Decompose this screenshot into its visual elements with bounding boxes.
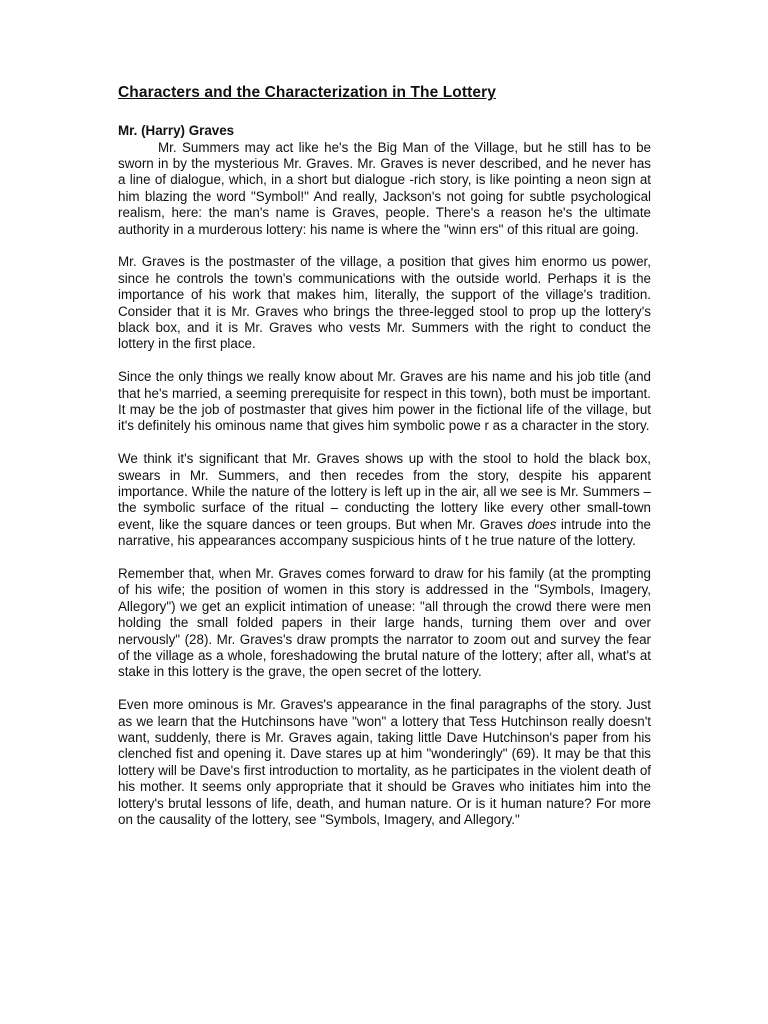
paragraph-1: Mr. Summers may act like he's the Big Man of the Village, but he still has to be sworn in by the mysterious Mr. Graves. Mr. Graves is never described, and he never has a line of dialogue, which, in a short but dialogue -rich story, is like pointing a neon sign at him blazing the word "Symbol!" And really, Jackson's not going for subtle psychological realism, here: the man's name is Graves, people. There's a reason he's the ultimate authority in a murderous lottery: his name is where the "winn ers" of this ritual are going. <box>118 139 651 237</box>
document-page <box>118 82 651 845</box>
document-title: Characters and the Characterization in The Lottery <box>118 84 496 101</box>
paragraph-3: Since the only things we really know about Mr. Graves are his name and his job title (and that he's married, a seeming prerequisite for respect in this town), both must be important. It may be the job of postmaster that gives him power in the fictional life of the village, but it's definitely his ominous name that gives him symbolic powe r as a character in the story. <box>118 369 651 434</box>
paragraph-4 <box>118 451 651 549</box>
paragraph-4-text-before: We think it's significant that Mr. Graves shows up with the stool to hold the black box, swears in Mr. Summers, and then recedes from the story, despite his apparent importance. While the nature of the lottery is left up in the air, all we see is Mr. Summers – the symbolic surface of the ritual – conducting the lottery like every other small-town event, like the square dances or teen groups. But when Mr. Graves <box>118 451 651 532</box>
section-heading: Mr. (Harry) Graves <box>118 123 235 138</box>
paragraph-6: Even more ominous is Mr. Graves's appearance in the final paragraphs of the story. Just as we learn that the Hutchinsons have "won" a lottery that Tess Hutchinson really doesn't want, suddenly, there is Mr. Graves again, taking little Dave Hutchinson's paper from his clenched fist and opening it. Dave stares up at him "wonderingly" (69). It may be that this lottery will be Dave's first introduction to mortality, as he participates in the violent death of his mother. It seems only appropriate that it should be Graves who initiates him into the lottery's brutal lessons of life, death, and human nature. Or is it human nature? For more on the causality of the lottery, see "Symbols, Imagery, and Allegory." <box>118 697 651 828</box>
paragraph-5: Remember that, when Mr. Graves comes forward to draw for his family (at the prompting of his wife; the position of women in this story is addressed in the "Symbols, Imagery, Allegory") we get an explicit intimation of unease: "all through the crowd there were men holding the small folded papers in their large hands, turning them over and over nervously" (28). Mr. Graves's draw prompts the narrator to zoom out and survey the fear of the village as a whole, foreshadowing the brutal nature of the lottery; after all, what's at stake in this lottery is the grave, the open secret of the lottery. <box>118 566 651 680</box>
paragraph-4-emphasis: does <box>527 516 557 532</box>
paragraph-4-text-after: intrude into the narrative, his appearances accompany suspicious hints of t he true nature of the lottery. <box>118 516 651 549</box>
paragraph-2: Mr. Graves is the postmaster of the village, a position that gives him enormo us power, since he controls the town's communications with the outside world. Perhaps it is the importance of his work that makes him, literally, the support of the village's tradition. Consider that it is Mr. Graves who brings the three-legged stool to prop up the lottery's black box, and it is Mr. Graves who vests Mr. Summers with the right to conduct the lottery in the first place. <box>118 254 651 352</box>
